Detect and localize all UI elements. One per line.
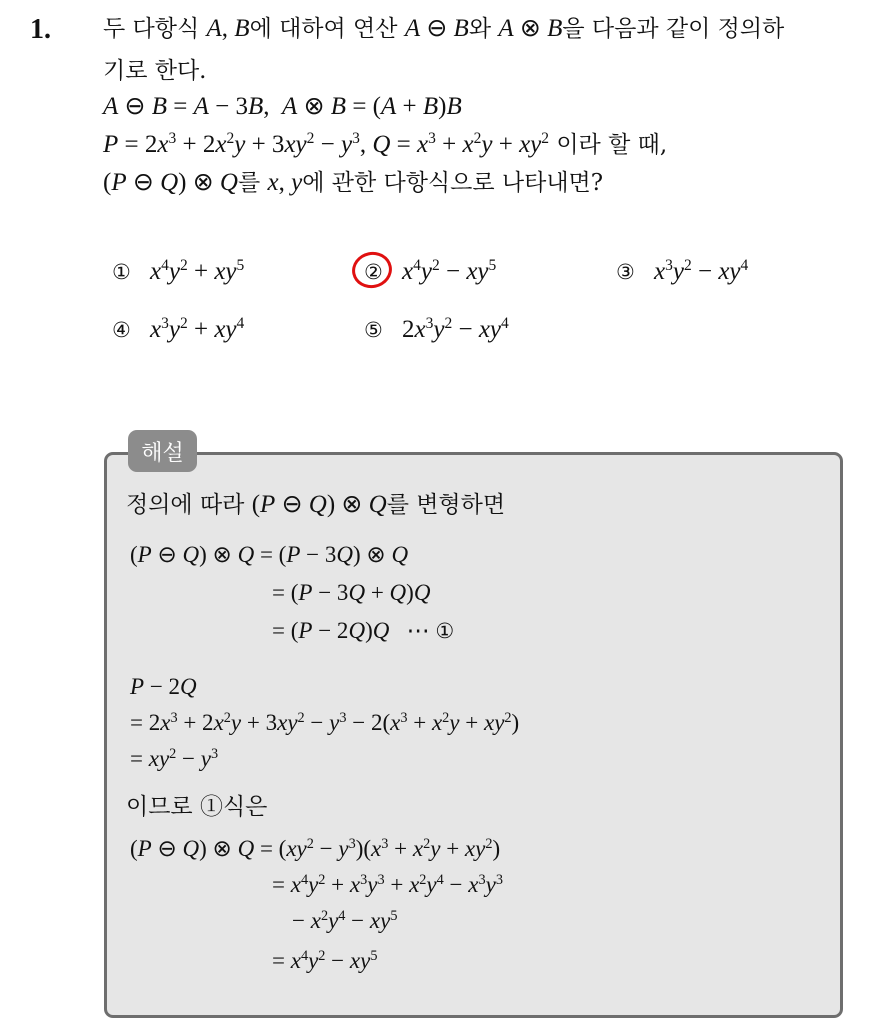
math: A, B: [206, 15, 250, 42]
pq-definition-line: [103, 128, 667, 162]
text: 와: [468, 16, 499, 42]
text: 에 대하여 연산: [249, 16, 405, 42]
step-1: (P ⊖ Q) ⊗ Q = (P − 3Q) ⊗ Q: [130, 542, 409, 567]
step-8: = $x^4y^2 + x^3y^3 + x^2y^4 - x^3y^3$: [272, 872, 503, 897]
solution-intro: [126, 488, 505, 522]
step-9: − $x^2y^4 - xy^5$: [292, 908, 398, 933]
math: (P ⊖ Q) ⊗ Q: [251, 491, 387, 518]
choice-expression: $x^3y^2 - xy^4$: [654, 257, 749, 285]
choice-mark: ①: [112, 260, 131, 284]
math: (P ⊖ Q) ⊗ Q: [103, 169, 238, 196]
definition-line: A ⊖ B = A − 3B, A ⊗ B = (A + B)B: [103, 93, 462, 120]
math: x, y: [267, 169, 303, 196]
step-6: = $xy^2 - y^3$: [130, 746, 219, 771]
text: 를 변형하면: [386, 492, 506, 518]
text: 정의에 따라: [126, 492, 252, 518]
step-7: (P ⊖ Q) ⊗ $Q = (xy^2 - y^3)(x^3 + x^2y + xy^2)$: [130, 836, 501, 861]
choice-expression: $x^4y^2 - xy^5$: [402, 257, 497, 285]
text: 이라 할 때,: [556, 132, 668, 158]
choice-1[interactable]: [112, 258, 244, 286]
choice-mark: ⑤: [364, 318, 383, 342]
math: $P = 2x^3 + 2x^2y + 3xy^2 - y^3$, $Q = x^3 + x^2y + xy^2$: [103, 130, 550, 158]
choice-expression: $2x^3y^2 - xy^4$: [402, 315, 509, 343]
choice-4[interactable]: [112, 316, 244, 344]
choice-mark: ③: [616, 260, 635, 284]
text: 를: [237, 170, 268, 196]
ref-mark: ①: [435, 619, 455, 643]
step-4: P − 2Q: [130, 674, 197, 699]
problem-line-1: [103, 12, 784, 46]
solution-tag: 해설: [128, 430, 197, 472]
text: 에 관한 다항식으로 나타내면?: [302, 170, 604, 196]
step-5: = $2x^3 + 2x^2y + 3xy^2 - y^3 - 2(x^3 + x^2y + xy^2)$: [130, 710, 520, 735]
choice-mark: ②: [364, 260, 383, 284]
math: A ⊗ B: [498, 15, 563, 42]
therefore-line: 이므로 ①식은: [126, 794, 268, 820]
choice-expression: $x^4y^2 + xy^5$: [150, 257, 245, 285]
problem-line-2: 기로 한다.: [103, 58, 207, 84]
choice-5[interactable]: [364, 316, 509, 344]
question-line: [103, 166, 603, 200]
choice-mark: ④: [112, 318, 131, 342]
text: 을 다음과 같이 정의하: [562, 16, 785, 42]
step-3: = (P − 2Q)Q ⋯ ①: [272, 618, 455, 643]
choice-3[interactable]: [616, 258, 748, 286]
choice-expression: $x^3y^2 + xy^4$: [150, 315, 245, 343]
step-2: = (P − 3Q + Q)Q: [272, 580, 431, 605]
math: A ⊖ B: [404, 15, 469, 42]
text: 두 다항식: [103, 16, 207, 42]
problem-number: 1.: [30, 14, 51, 45]
step-10: = $x^4y^2 - xy^5$: [272, 948, 378, 973]
